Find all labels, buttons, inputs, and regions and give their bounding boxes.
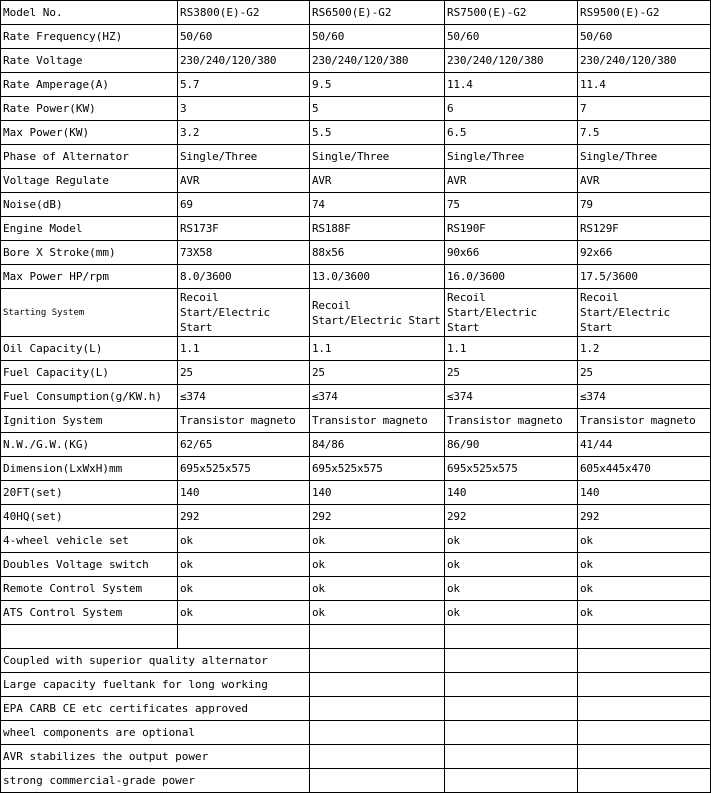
spec-value-cell: AVR [178, 169, 310, 193]
empty-cell [445, 721, 578, 745]
table-row [1, 121, 711, 145]
table-row [1, 169, 711, 193]
empty-cell [310, 769, 445, 793]
feature-text-cell: EPA CARB CE etc certificates approved [1, 697, 310, 721]
spec-label-cell: N.W./G.W.(KG) [1, 433, 178, 457]
spec-value-cell [578, 625, 711, 649]
spec-value-cell: 8.0/3600 [178, 265, 310, 289]
spec-value-cell: 140 [310, 481, 445, 505]
table-row [1, 625, 711, 649]
table-row [1, 361, 711, 385]
spec-value-cell: 1.1 [178, 337, 310, 361]
empty-cell [310, 649, 445, 673]
table-row [1, 337, 711, 361]
spec-value-cell: 292 [578, 505, 711, 529]
spec-label-cell: Dimension(LxWxH)mm [1, 457, 178, 481]
feature-row [1, 673, 711, 697]
spec-value-cell: Transistor magneto [178, 409, 310, 433]
feature-text-cell: strong commercial-grade power [1, 769, 310, 793]
spec-label-cell: Starting System [1, 289, 178, 337]
spec-value-cell: ok [445, 553, 578, 577]
empty-cell [578, 721, 711, 745]
spec-value-cell: 3 [178, 97, 310, 121]
spec-value-cell: AVR [310, 169, 445, 193]
spec-label-cell: Fuel Capacity(L) [1, 361, 178, 385]
spec-value-cell: 11.4 [445, 73, 578, 97]
spec-value-cell: 140 [445, 481, 578, 505]
spec-value-cell: Single/Three [578, 145, 711, 169]
table-row [1, 385, 711, 409]
spec-value-cell: ≤374 [445, 385, 578, 409]
empty-cell [310, 673, 445, 697]
spec-value-cell: 5.5 [310, 121, 445, 145]
table-row [1, 73, 711, 97]
spec-value-cell: Recoil Start/Electric Start [178, 289, 310, 337]
spec-value-cell: 1.1 [310, 337, 445, 361]
spec-value-cell: 230/240/120/380 [178, 49, 310, 73]
spec-value-cell: 75 [445, 193, 578, 217]
empty-cell [578, 745, 711, 769]
spec-value-cell: 50/60 [578, 25, 711, 49]
spec-value-cell: Transistor magneto [445, 409, 578, 433]
spec-label-cell: Oil Capacity(L) [1, 337, 178, 361]
table-row [1, 217, 711, 241]
table-row [1, 505, 711, 529]
spec-label-cell [1, 625, 178, 649]
table-row [1, 409, 711, 433]
spec-value-cell: 88x56 [310, 241, 445, 265]
spec-value-cell: ok [310, 601, 445, 625]
spec-label-cell: Ignition System [1, 409, 178, 433]
model-cell: RS3800(E)-G2 [178, 1, 310, 25]
spec-value-cell: RS190F [445, 217, 578, 241]
feature-row [1, 745, 711, 769]
spec-label-cell: Noise(dB) [1, 193, 178, 217]
spec-value-cell: RS173F [178, 217, 310, 241]
spec-value-cell: ok [178, 577, 310, 601]
spec-label-cell: Engine Model [1, 217, 178, 241]
empty-cell [310, 697, 445, 721]
spec-label-cell: Max Power HP/rpm [1, 265, 178, 289]
spec-value-cell: 695x525x575 [445, 457, 578, 481]
spec-value-cell: 230/240/120/380 [445, 49, 578, 73]
spec-value-cell: 695x525x575 [310, 457, 445, 481]
spec-label-cell: Voltage Regulate [1, 169, 178, 193]
table-row [1, 193, 711, 217]
table-row [1, 49, 711, 73]
spec-label-cell: 40HQ(set) [1, 505, 178, 529]
spec-value-cell: ok [310, 529, 445, 553]
spec-value-cell: ok [445, 529, 578, 553]
spec-value-cell [310, 625, 445, 649]
spec-value-cell: AVR [578, 169, 711, 193]
model-cell: RS7500(E)-G2 [445, 1, 578, 25]
spec-value-cell: ≤374 [178, 385, 310, 409]
spec-value-cell: 90x66 [445, 241, 578, 265]
spec-value-cell: RS188F [310, 217, 445, 241]
spec-value-cell: 605x445x470 [578, 457, 711, 481]
model-cell: RS6500(E)-G2 [310, 1, 445, 25]
empty-cell [310, 721, 445, 745]
feature-row [1, 721, 711, 745]
spec-value-cell: 230/240/120/380 [578, 49, 711, 73]
spec-value-cell: Transistor magneto [578, 409, 711, 433]
spec-value-cell: 84/86 [310, 433, 445, 457]
spec-value-cell: 11.4 [578, 73, 711, 97]
empty-cell [445, 769, 578, 793]
spec-table-body [1, 1, 711, 793]
spec-value-cell: ok [445, 577, 578, 601]
spec-value-cell: ok [310, 577, 445, 601]
table-row [1, 241, 711, 265]
table-row [1, 25, 711, 49]
spec-label-cell: Fuel Consumption(g/KW.h) [1, 385, 178, 409]
empty-cell [445, 697, 578, 721]
table-row [1, 553, 711, 577]
table-row [1, 265, 711, 289]
table-row [1, 481, 711, 505]
spec-value-cell: 230/240/120/380 [310, 49, 445, 73]
spec-value-cell [178, 625, 310, 649]
table-row [1, 529, 711, 553]
spec-value-cell: Single/Three [178, 145, 310, 169]
spec-value-cell: 9.5 [310, 73, 445, 97]
spec-value-cell: 50/60 [310, 25, 445, 49]
spec-value-cell: ok [578, 553, 711, 577]
spec-value-cell [445, 625, 578, 649]
table-header-row [1, 1, 711, 25]
spec-label-cell: Doubles Voltage switch [1, 553, 178, 577]
spec-label-cell: Rate Amperage(A) [1, 73, 178, 97]
spec-value-cell: 695x525x575 [178, 457, 310, 481]
spec-value-cell: 50/60 [445, 25, 578, 49]
spec-value-cell: 17.5/3600 [578, 265, 711, 289]
spec-value-cell: 92x66 [578, 241, 711, 265]
spec-value-cell: 74 [310, 193, 445, 217]
empty-cell [445, 649, 578, 673]
empty-cell [578, 673, 711, 697]
spec-value-cell: Single/Three [445, 145, 578, 169]
spec-value-cell: AVR [445, 169, 578, 193]
spec-value-cell: 50/60 [178, 25, 310, 49]
spec-value-cell: 5 [310, 97, 445, 121]
header-label-cell: Model No. [1, 1, 178, 25]
spec-value-cell: Recoil Start/Electric Start [578, 289, 711, 337]
spec-value-cell: Single/Three [310, 145, 445, 169]
spec-value-cell: ok [578, 577, 711, 601]
spec-value-cell: 6.5 [445, 121, 578, 145]
spec-value-cell: Transistor magneto [310, 409, 445, 433]
empty-cell [445, 673, 578, 697]
spec-value-cell: 25 [310, 361, 445, 385]
spec-label-cell: Bore X Stroke(mm) [1, 241, 178, 265]
spec-label-cell: Max Power(KW) [1, 121, 178, 145]
spec-label-cell: 4-wheel vehicle set [1, 529, 178, 553]
spec-value-cell: 140 [578, 481, 711, 505]
spec-value-cell: ok [578, 529, 711, 553]
spec-value-cell: 73X58 [178, 241, 310, 265]
spec-label-cell: Rate Power(KW) [1, 97, 178, 121]
spec-value-cell: 7.5 [578, 121, 711, 145]
spec-value-cell: Recoil Start/Electric Start [310, 289, 445, 337]
feature-row [1, 697, 711, 721]
table-row [1, 97, 711, 121]
spec-value-cell: 3.2 [178, 121, 310, 145]
spec-label-cell: ATS Control System [1, 601, 178, 625]
table-row [1, 601, 711, 625]
spec-value-cell: 86/90 [445, 433, 578, 457]
model-cell: RS9500(E)-G2 [578, 1, 711, 25]
spec-value-cell: 25 [178, 361, 310, 385]
empty-cell [578, 649, 711, 673]
spec-label-cell: 20FT(set) [1, 481, 178, 505]
spec-value-cell: 41/44 [578, 433, 711, 457]
spec-label-cell: Rate Voltage [1, 49, 178, 73]
spec-value-cell: 292 [178, 505, 310, 529]
empty-cell [445, 745, 578, 769]
feature-text-cell: Large capacity fueltank for long working [1, 673, 310, 697]
spec-value-cell: RS129F [578, 217, 711, 241]
spec-value-cell: 16.0/3600 [445, 265, 578, 289]
spec-label-cell: Rate Frequency(HZ) [1, 25, 178, 49]
table-row [1, 577, 711, 601]
spec-value-cell: ok [178, 553, 310, 577]
table-row [1, 433, 711, 457]
spec-label-cell: Phase of Alternator [1, 145, 178, 169]
spec-value-cell: 292 [445, 505, 578, 529]
spec-value-cell: 62/65 [178, 433, 310, 457]
empty-cell [310, 745, 445, 769]
table-row [1, 289, 711, 337]
spec-value-cell: ok [178, 601, 310, 625]
feature-row [1, 769, 711, 793]
spec-value-cell: 5.7 [178, 73, 310, 97]
spec-value-cell: ok [178, 529, 310, 553]
spec-value-cell: 1.1 [445, 337, 578, 361]
table-row [1, 457, 711, 481]
spec-value-cell: 25 [445, 361, 578, 385]
empty-cell [578, 769, 711, 793]
empty-cell [578, 697, 711, 721]
spec-value-cell: ok [578, 601, 711, 625]
spec-value-cell: 1.2 [578, 337, 711, 361]
feature-row [1, 649, 711, 673]
spec-value-cell: 140 [178, 481, 310, 505]
spec-value-cell: Recoil Start/Electric Start [445, 289, 578, 337]
spec-value-cell: 6 [445, 97, 578, 121]
spec-value-cell: 79 [578, 193, 711, 217]
spec-value-cell: 25 [578, 361, 711, 385]
spec-value-cell: ≤374 [578, 385, 711, 409]
spec-value-cell: 69 [178, 193, 310, 217]
spec-value-cell: ≤374 [310, 385, 445, 409]
spec-value-cell: 13.0/3600 [310, 265, 445, 289]
feature-text-cell: AVR stabilizes the output power [1, 745, 310, 769]
spec-value-cell: ok [445, 601, 578, 625]
spec-label-cell: Remote Control System [1, 577, 178, 601]
spec-value-cell: 292 [310, 505, 445, 529]
feature-text-cell: wheel components are optional [1, 721, 310, 745]
spec-value-cell: ok [310, 553, 445, 577]
feature-text-cell: Coupled with superior quality alternator [1, 649, 310, 673]
spec-value-cell: 7 [578, 97, 711, 121]
table-row [1, 145, 711, 169]
